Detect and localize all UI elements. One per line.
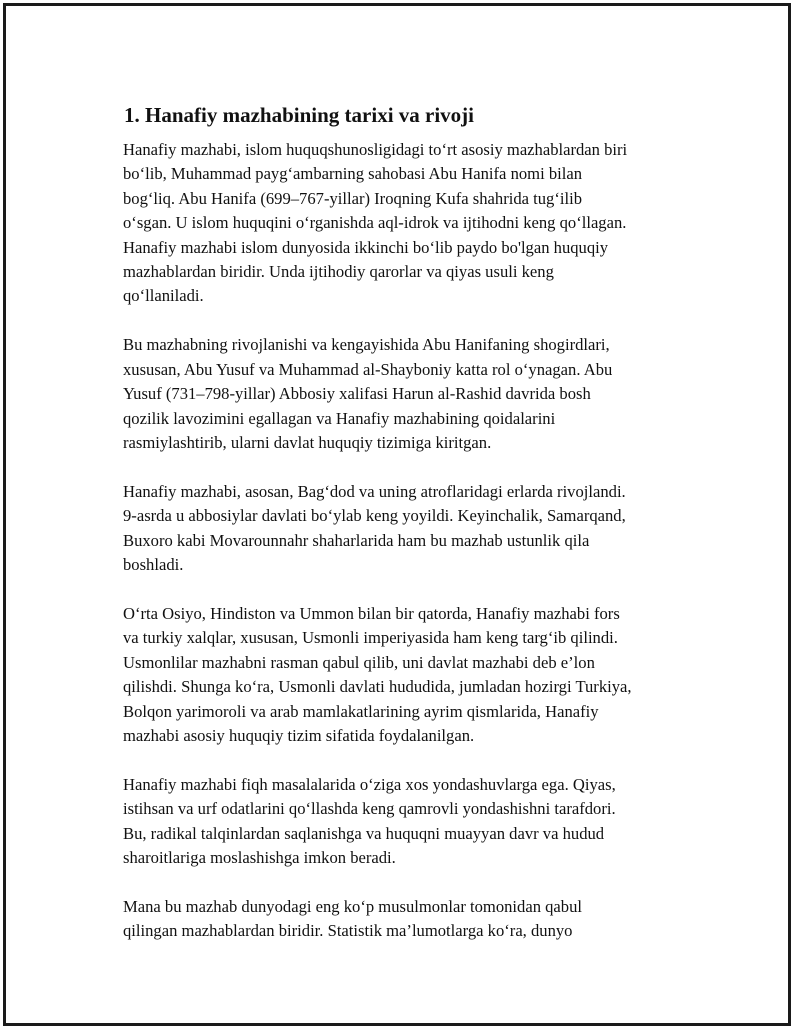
text-line: Bu mazhabning rivojlanishi va kengayishida Abu Hanifaning shogirdlari,: [123, 335, 610, 355]
text-line: boshladi.: [123, 555, 184, 575]
text-line: O‘rta Osiyo, Hindiston va Ummon bilan bir qatorda, Hanafiy mazhabi fors: [123, 604, 620, 623]
text-line: Hanafiy mazhabi, asosan, Bag‘dod va uning atroflaridagi erlarda rivojlandi.: [123, 481, 626, 501]
text-line: Mana bu mazhab dunyodagi eng ko‘p musulmonlar tomonidan qabul: [123, 897, 583, 917]
paragraph-4: [123, 602, 706, 748]
text-line: Bu, radikal talqinlardan saqlanishga va huquqni muayyan davr va hudud: [123, 823, 605, 843]
text-line: o‘sgan. U islom huquqini o‘rganishda aql-idrok va ijtihodni keng qo‘llagan.: [123, 213, 627, 233]
text-line: Hanafiy mazhabi, islom huquqshunosligidagi to‘rt asosiy mazhablardan biri: [123, 140, 628, 159]
text-line: qilingan mazhablardan biridir. Statistik ma’lumotlarga ko‘ra, dunyo: [123, 921, 573, 941]
text-line: istihsan va urf odatlarini qo‘llashda keng qamrovli yondashishni tarafdori.: [123, 799, 616, 819]
text-line: Hanafiy mazhabi islom dunyosida ikkinchi bo‘lib paydo bo'lgan huquqiy: [123, 237, 609, 257]
paragraph-5: [123, 773, 706, 871]
text-line: qo‘llaniladi.: [123, 286, 204, 306]
paragraph-6: [123, 895, 706, 944]
text-line: bo‘lib, Muhammad payg‘ambarning sahobasi Abu Hanifa nomi bilan: [123, 164, 583, 184]
text-line: qozilik lavozimini egallagan va Hanafiy mazhabining qoidalarini: [123, 408, 556, 428]
section-heading: 1. Hanafiy mazhabining tarixi va rivoji: [124, 103, 475, 127]
text-line: Usmonlilar mazhabni rasman qabul qilib, uni davlat mazhabi deb e’lon: [123, 652, 595, 672]
text-line: 9-asrda u abbosiylar davlati bo‘ylab keng yoyildi. Keyinchalik, Samarqand,: [123, 506, 626, 526]
text-line: va turkiy xalqlar, xususan, Usmonli imperiyasida ham keng targ‘ib qilindi.: [123, 628, 618, 648]
text-line: Bolqon yarimoroli va arab mamlakatlarining ayrim qismlarida, Hanafiy: [123, 701, 599, 721]
text-line: Yusuf (731–798-yillar) Abbosiy xalifasi Harun al-Rashid davrida bosh: [123, 384, 591, 404]
text-line: mazhabi asosiy huquqiy tizim sifatida foydalanilgan.: [123, 726, 475, 746]
paragraph-1: [123, 138, 706, 309]
text-line: rasmiylashtirib, ularni davlat huquqiy tizimiga kiritgan.: [123, 432, 492, 452]
text-line: qilishdi. Shunga ko‘ra, Usmonli davlati hududida, jumladan hozirgi Turkiya,: [123, 677, 632, 697]
paragraph-3: [123, 480, 706, 578]
paragraph-2: [123, 333, 706, 455]
text-line: mazhablardan biridir. Unda ijtihodiy qarorlar va qiyas usuli keng: [123, 262, 554, 282]
text-line: sharoitlariga moslashishga imkon beradi.: [123, 848, 396, 868]
page-frame: [3, 3, 791, 1026]
text-line: bog‘liq. Abu Hanifa (699–767-yillar) Iroqning Kufa shahrida tug‘ilib: [123, 188, 582, 208]
text-line: xususan, Abu Yusuf va Muhammad al-Shayboniy katta rol o‘ynagan. Abu: [123, 359, 613, 379]
text-line: Hanafiy mazhabi fiqh masalalarida o‘ziga xos yondashuvlarga ega. Qiyas,: [123, 774, 616, 794]
text-line: Buxoro kabi Movarounnahr shaharlarida ham bu mazhab ustunlik qila: [123, 530, 590, 550]
document-body: [121, 102, 706, 968]
